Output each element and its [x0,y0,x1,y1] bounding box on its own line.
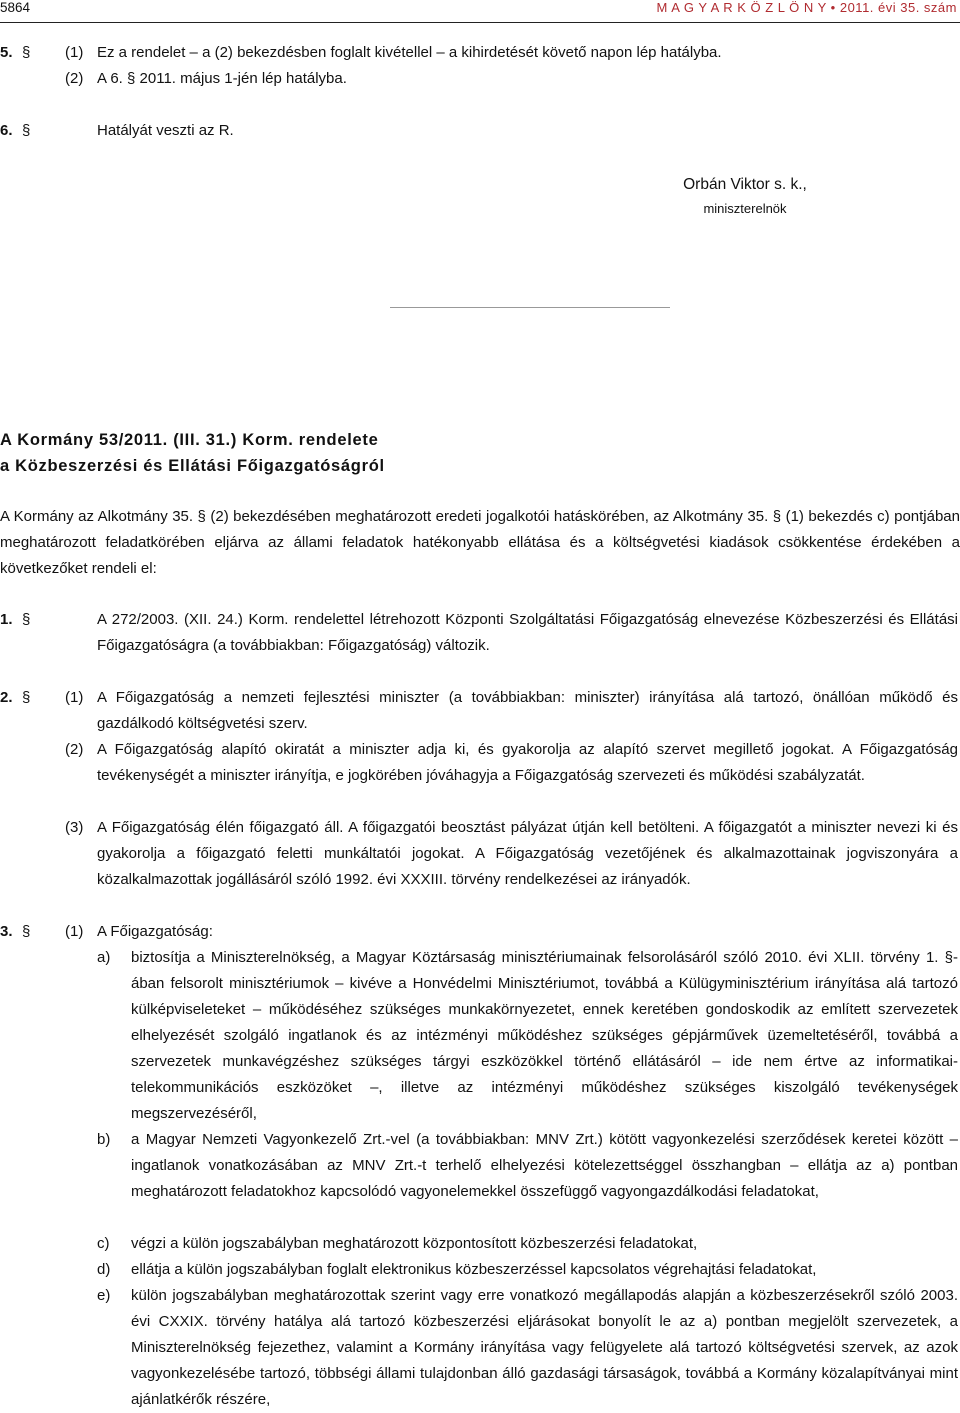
section-text: A 272/2003. (XII. 24.) Korm. rendelettel létrehozott Központi Szolgáltatási Főigazgatóság elnevezése Közbeszerzési és Ellátási Főigazgatóságra (a továbbiakban: Főigazgatóság) változik. [97,611,958,654]
point-label: b) [97,1131,111,1148]
section-sign: § [22,689,31,706]
section-5 [0,40,958,92]
section-number: 3. [0,923,13,940]
page-number: 5864 [0,0,31,15]
section-number: 2. [0,689,13,706]
paragraph-text: A Főigazgatóság élén főigazgató áll. A főigazgatói beosztást pályázat útján kell betölteni. A főigazgatót a miniszter nevezi ki és gyakorolja a főigazgató feletti munkáltatói jogokat. A Főigazgatóság vezetőjének és alkalmazottainak jogviszonyára a közalkalmazottak jogállásáról szóló 1992. évi XXXIII. törvény rendelkezései az irányadók. [97,819,958,888]
point-text: a Magyar Nemzeti Vagyonkezelő Zrt.-vel (a továbbiakban: MNV Zrt.) kötött vagyonkezelési szerződések keretei között – ingatlanok vonatkozásában az MNV Zrt.-t terhelő elhelyezési kötelezettséggel összhangban – ellátja az a) pontban meghatározott feladatokhoz kapcsolódó vagyonelemekkel összefüggő vagyongazdálkodási feladatokat, [131,1131,958,1200]
decree-subtitle: a Közbeszerzési és Ellátási Főigazgatóságról [0,457,385,475]
paragraph-text: A Főigazgatóság a nemzeti fejlesztési miniszter (a továbbiakban: miniszter) irányítása alá tartozó, önállóan működő és gazdálkodó költségvetési szerv. [97,689,958,732]
header-rule [0,22,960,23]
journal-title: M A G Y A R K Ö Z L Ö N Y • 2011. évi 35. szám [656,0,957,15]
section-number: 6. [0,122,13,139]
section-sign: § [22,44,31,61]
section-number: 5. [0,44,13,61]
point-text: ellátja a külön jogszabályban foglalt elektronikus közbeszerzéssel kapcsolatos végrehajtási feladatokat, [131,1261,817,1278]
paragraph-label: (2) [65,70,84,87]
paragraph-text: A Főigazgatóság alapító okiratát a miniszter adja ki, és gyakorolja az alapító szervet megillető jogokat. A Főigazgatóság tevékenységét a miniszter irányítja, e jogkörében jóváhagyja a Főigazgatóság szervezeti és működési szabályzatát. [97,741,958,784]
paragraph-label: (1) [65,923,84,940]
paragraph-label: (2) [65,741,84,758]
section-1 [0,607,958,659]
point-text: külön jogszabályban meghatározottak szerint vagy erre vonatkozó megállapodás alapján a közbeszerzésekről szóló 2003. évi CXXIX. törvény hatálya alá tartozó közbeszerzési eljárásokat bonyolít le az a) pontban megjelölt szervezetek, a Miniszterelnökség fejezethez, valamint a Kormány irányítása vagy felügyelete alá tartozó költségvetési szervek, az azok vagyonkezelésébe tartozó, többségi állami tulajdonban álló gazdasági társaságok, továbbá a Kormány közalapítványai mint ajánlatkérők részére, [131,1287,958,1408]
signatory-title: miniszterelnök [703,201,787,216]
preamble: A Kormány az Alkotmány 35. § (2) bekezdésében meghatározott eredeti jogalkotói hatáskörében, az Alkotmány 35. § (1) bekezdés c) pontjában meghatározott feladatkörében eljárva az állami feladatok hatékonyabb ellátása és a költségvetési kiadások csökkentése érdekében a következőket rendeli el: [0,508,960,577]
section-3 [0,919,958,1408]
point-label: c) [97,1235,110,1252]
section-6 [0,118,958,144]
section-divider [390,307,670,308]
paragraph-text: A Főigazgatóság: [97,923,213,940]
paragraph-label: (3) [65,819,84,836]
page-header [0,0,960,24]
section-2 [0,685,958,893]
point-text: biztosítja a Miniszterelnökség, a Magyar Köztársaság minisztériumainak felsorolásáról szóló 2010. évi XLII. törvény 1. §-ában felsorolt minisztériumok – kivéve a Honvédelmi Minisztériumot, továbbá a Külügyminisztérium irányítása alá tartozó külképviseleteket – működéséhez szükséges munkakörnyezetet, ennek keretében gondoskodik az említett szervezetek elhelyezését szolgáló ingatlanok és az intézményi működéshez szükséges gépjárművek üzemeltetéséről, továbbá a szervezetek munkavégzéshez szükséges tárgyi eszközökkel történő ellátásáról – ide nem értve az informatikai-telekommunikációs eszközöket –, illetve az intézményi működéshez szükséges kiszolgáló tevékenységek megszervezéséről, [131,949,958,1122]
paragraph-label: (1) [65,44,84,61]
section-text: Hatályát veszti az R. [97,122,234,139]
section-sign: § [22,611,31,628]
signatory-name: Orbán Viktor s. k., [683,176,807,193]
paragraph-label: (1) [65,689,84,706]
decree-title: A Kormány 53/2011. (III. 31.) Korm. rendelete [0,431,379,449]
point-label: d) [97,1261,111,1278]
point-label: e) [97,1287,111,1304]
point-label: a) [97,949,111,966]
section-sign: § [22,923,31,940]
section-sign: § [22,122,31,139]
paragraph-text: Ez a rendelet – a (2) bekezdésben foglalt kivétellel – a kihirdetését követő napon lép hatályba. [97,44,722,61]
section-number: 1. [0,611,13,628]
point-text: végzi a külön jogszabályban meghatározott központosított közbeszerzési feladatokat, [131,1235,698,1252]
paragraph-text: A 6. § 2011. május 1-jén lép hatályba. [97,70,347,87]
